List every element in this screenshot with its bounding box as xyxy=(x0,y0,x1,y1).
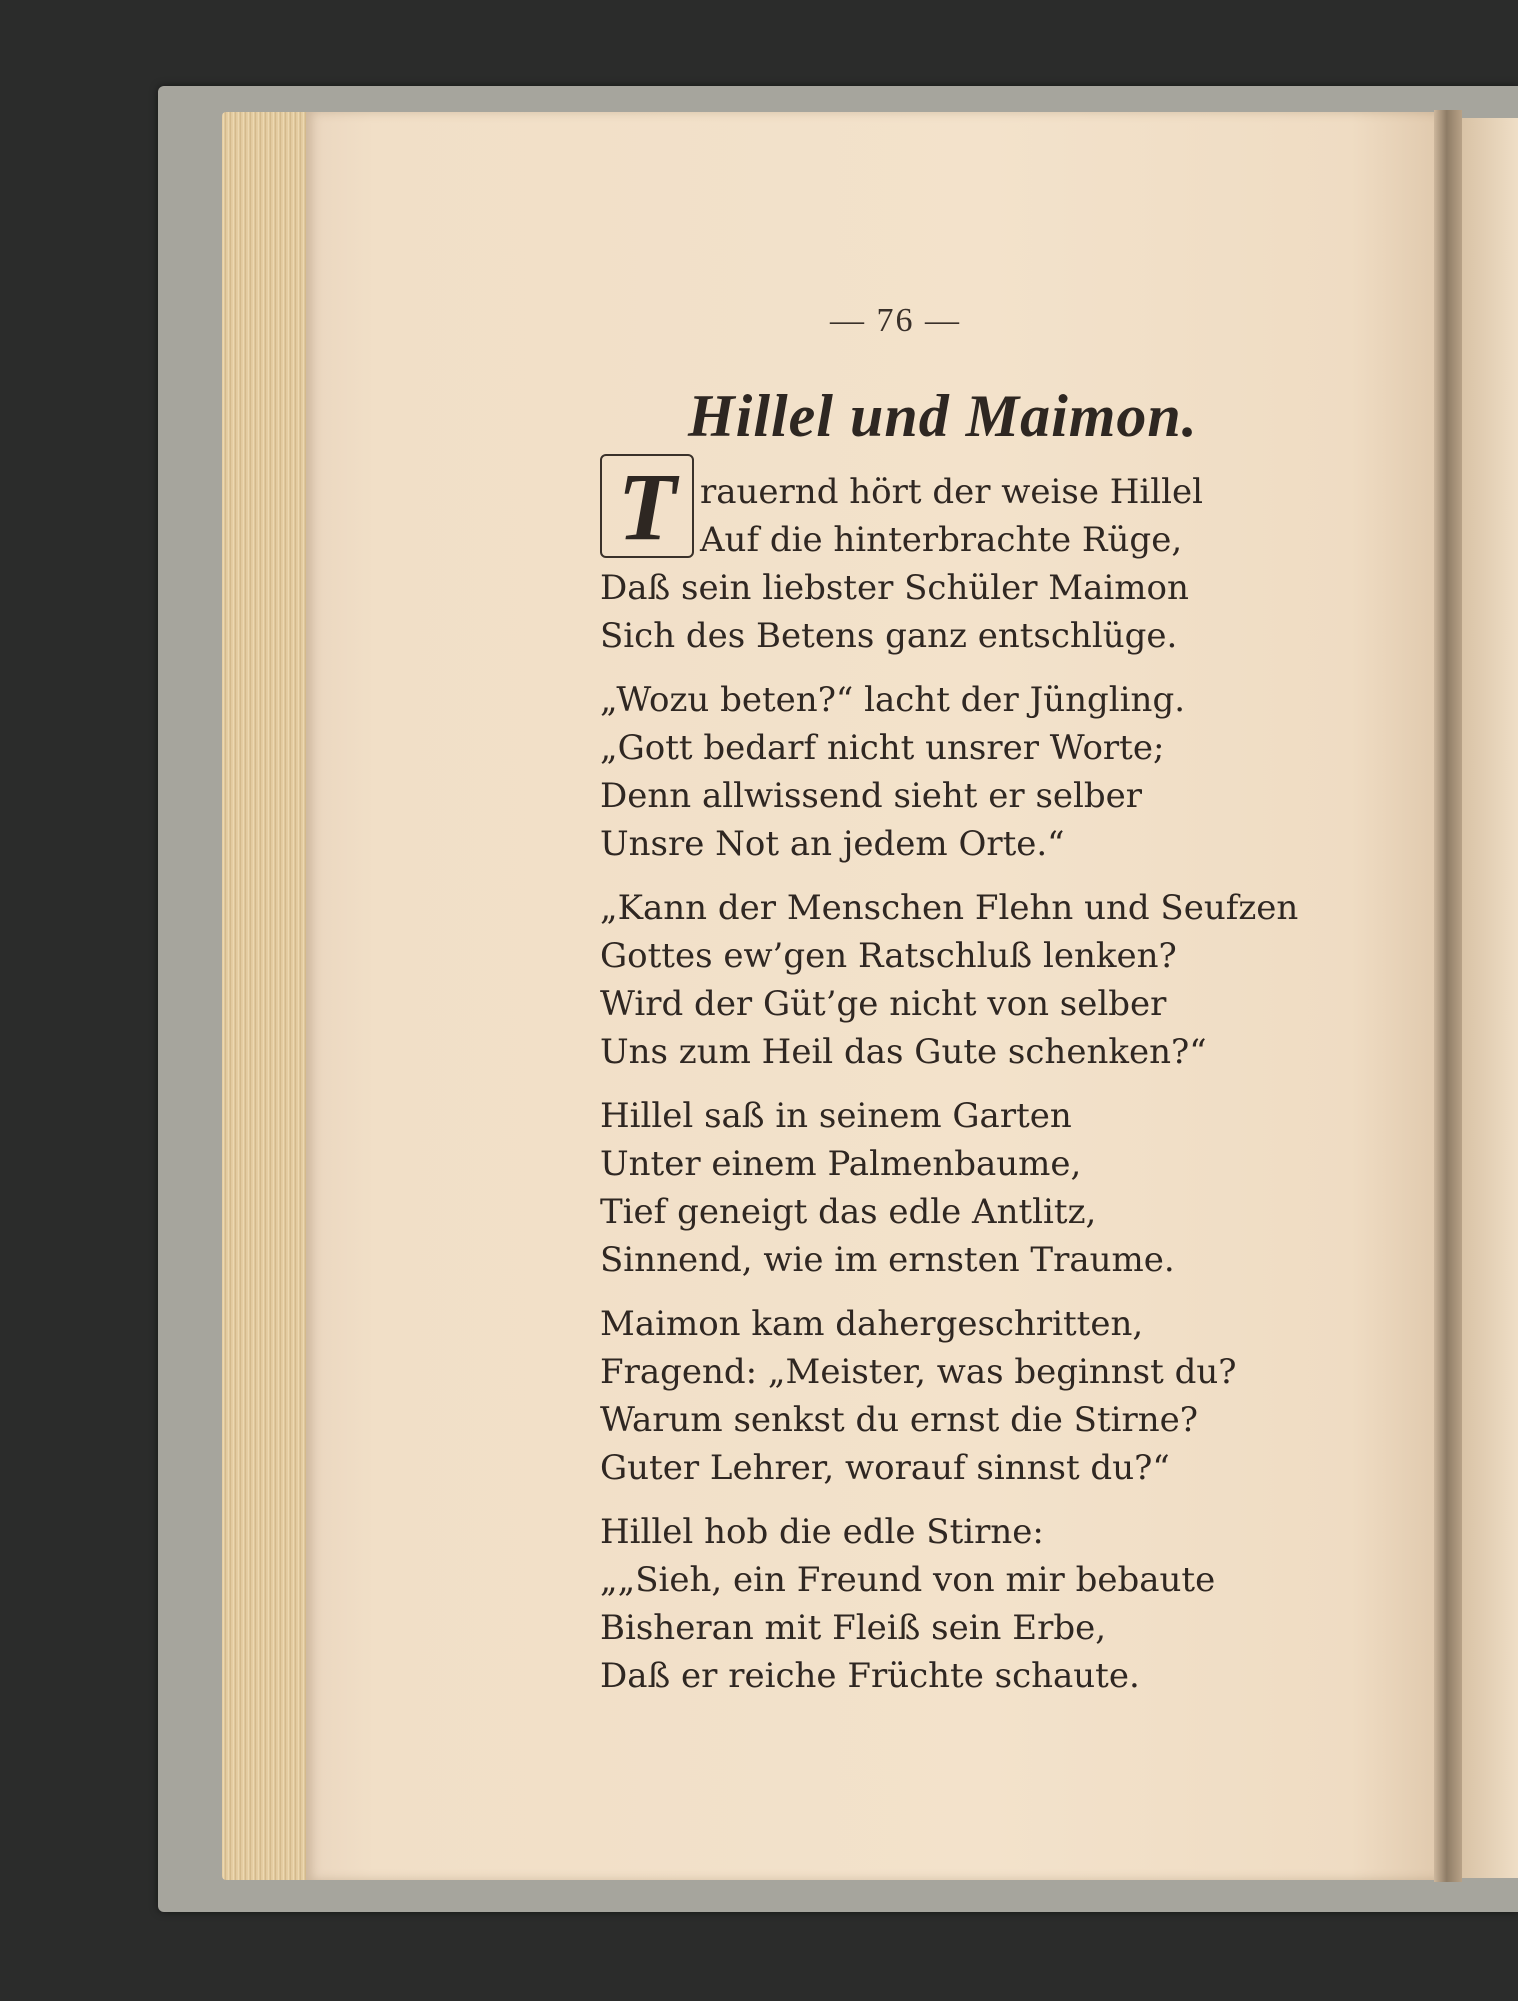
poem-line: Wird der Güt’ge nicht von selber xyxy=(600,984,1167,1024)
poem-line: Denn allwissend sieht er selber xyxy=(600,776,1143,816)
poem-line: Maimon kam dahergeschritten, xyxy=(600,1304,1144,1344)
poem-line: Daß er reiche Früchte schaute. xyxy=(600,1656,1140,1696)
poem-line: Unsre Not an jedem Orte.“ xyxy=(600,824,1065,864)
poem-line: Gottes ew’gen Ratschluß lenken? xyxy=(600,936,1177,976)
poem-line: Fragend: „Meister, was beginnst du? xyxy=(600,1352,1237,1392)
poem-line: rauernd hört der weise Hillel xyxy=(700,472,1204,512)
poem-line: Hillel saß in seinem Garten xyxy=(600,1096,1072,1136)
poem-line: Uns zum Heil das Gute schenken?“ xyxy=(600,1032,1207,1072)
poem-line: Auf die hinterbrachte Rüge, xyxy=(700,520,1183,560)
poem-line: „Kann der Menschen Flehn und Seufzen xyxy=(600,888,1299,928)
page-number: — 76 — xyxy=(830,302,961,339)
page-edges xyxy=(222,112,314,1880)
poem-line: Bisheran mit Fleiß sein Erbe, xyxy=(600,1608,1107,1648)
poem-line: Unter einem Palmenbaume, xyxy=(600,1144,1082,1184)
poem-line: „Gott bedarf nicht unsrer Worte; xyxy=(600,728,1165,768)
poem-line: Sinnend, wie im ernsten Traume. xyxy=(600,1240,1175,1280)
poem-line: „Wozu beten?“ lacht der Jüngling. xyxy=(600,680,1186,720)
poem-line: Warum senkst du ernst die Stirne? xyxy=(600,1400,1199,1440)
poem-line: Tief geneigt das edle Antlitz, xyxy=(600,1192,1097,1232)
poem-line: Hillel hob die edle Stirne: xyxy=(600,1512,1044,1552)
next-page-edge xyxy=(1462,118,1518,1878)
drop-cap-initial: T xyxy=(600,454,694,558)
poem-line: Daß sein liebster Schüler Maimon xyxy=(600,568,1189,608)
poem-line: Guter Lehrer, worauf sinnst du?“ xyxy=(600,1448,1170,1488)
book-gutter xyxy=(1434,110,1462,1882)
poem-line: Sich des Betens ganz entschlüge. xyxy=(600,616,1178,656)
poem-title: Hillel und Maimon. xyxy=(688,383,1198,449)
poem-line: „„Sieh, ein Freund von mir bebaute xyxy=(600,1560,1216,1600)
